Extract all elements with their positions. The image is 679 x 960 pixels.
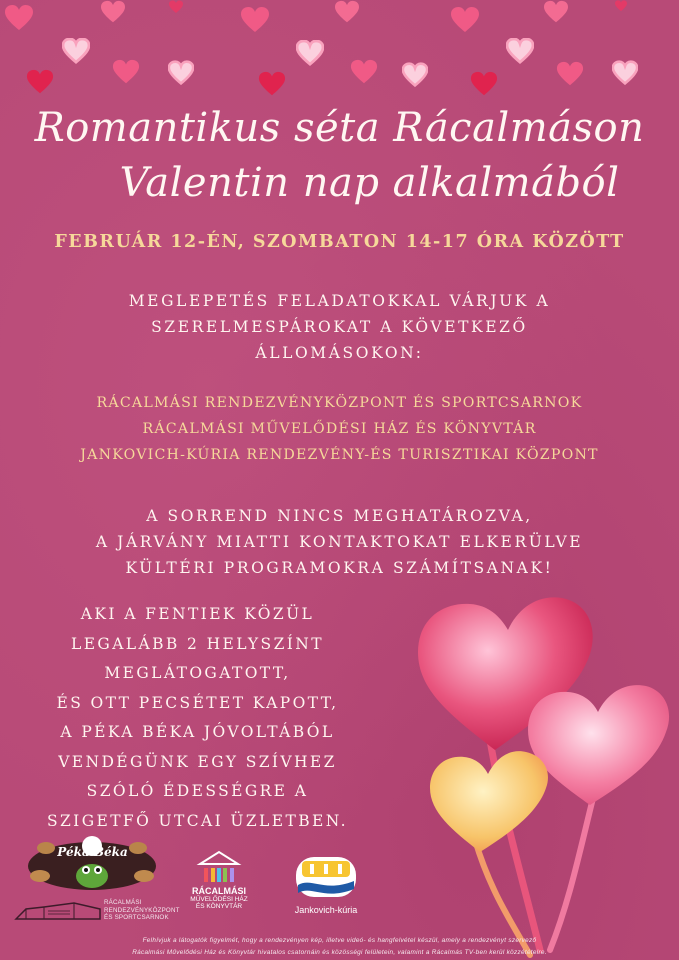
intro-line-3: ÁLLOMÁSOKON: [255,344,424,362]
heart-icon [332,0,362,24]
reward-line: LEGALÁBB 2 HELYSZÍNT [71,634,324,653]
peka-beka-logo-text: Péka Béka [57,845,128,859]
footer-line-2: Rácalmási Művelődési Ház és Könyvtár hivatalos csatornáin és közösségi felületein, valamint a Rácalmás TV-ben kerül közzétételre. [132,949,547,956]
logo-text-line: RÁCALMÁSI [104,899,142,906]
heart-balloon-pink [528,685,669,805]
reward-line: A PÉKA BÉKA JÓVOLTÁBÓL [60,723,335,741]
reward-line: VENDÉGÜNK EGY SZÍVHEZ [58,752,337,771]
heart-balloon-yellow [430,751,548,852]
order-note-line-1: A SORREND NINCS MEGHATÁROZVA, [146,507,533,525]
heart-balloons-illustration [400,590,679,960]
heart-icon [26,68,54,96]
heart-icon [62,38,90,64]
venue-item: JANKOVICH-KÚRIA RENDEZVÉNY-ÉS TURISZTIKAI KÖZPONT [80,447,599,463]
venue-list [0,390,679,468]
heart-icon [612,60,638,86]
jankovich-kuria-icon [294,855,358,899]
heart-icon [240,6,270,34]
order-note-line-3: KÜLTÉRI PROGRAMOKRA SZÁMÍTSANAK! [125,559,554,577]
logo-text-line: ÉS SPORTCSARNOK [104,914,169,921]
heart-icon [506,38,534,64]
logo-text-big: RÁCALMÁSI [192,886,246,896]
heart-icon [350,58,378,86]
muvelodesi-haz-logo-text [190,886,248,910]
heart-icon [166,0,186,14]
heart-icon [612,0,630,12]
reward-text [10,600,385,836]
reward-line: ÉS OTT PECSÉTET KAPOTT, [56,693,339,712]
intro-line-1: MEGLEPETÉS FELADATOKKAL VÁRJUK A [128,292,551,310]
order-note [0,503,679,581]
peka-beka-logo [26,832,158,896]
heart-icon [402,62,428,88]
venue-item: RÁCALMÁSI RENDEZVÉNYKÖZPONT ÉS SPORTCSARNOK [96,395,583,411]
heart-icon [540,0,572,24]
culture-house-icon [196,850,242,886]
heart-icon [4,4,34,32]
reward-line: SZIGETFŐ UTCAI ÜZLETBEN. [46,811,349,830]
intro-line-2: SZERELMESPÁROKAT A KÖVETKEZŐ [151,318,528,336]
intro-text [0,288,679,366]
event-date: FEBRUÁR 12-ÉN, SZOMBATON 14-17 ÓRA KÖZÖTT [54,232,625,252]
title-line-2: Valentin nap alkalmából [119,160,620,206]
footer-line-1: Felhívjuk a látogatók figyelmét, hogy a rendezvényen kép, illetve videó- és hangfelvétel készül, amely a rendezvényt szervező [142,937,537,944]
heart-icon [450,6,480,34]
logo-text-line: RENDEZVÉNYKÖZPONT [104,906,180,914]
footer-disclaimer [0,935,679,959]
reward-line: MEGLÁTOGATOTT, [104,664,291,682]
venue-item: RÁCALMÁSI MŰVELŐDÉSI HÁZ ÉS KÖNYVTÁR [142,421,537,437]
logo-text-line: MŰVELŐDÉSI HÁZ [190,896,248,903]
order-note-line-2: A JÁRVÁNY MIATTI KONTAKTOKAT ELKERÜLVE [95,533,584,551]
reward-line: AKI A FENTIEK KÖZÜL [80,605,315,623]
heart-icon [258,70,286,98]
heart-icon [556,60,584,88]
heart-icon [168,60,194,86]
jankovich-kuria-logo-text: Jankovich-kúria [294,905,358,915]
heart-icon [112,58,140,86]
logo-text-line: ÉS KÖNYVTÁR [195,903,243,910]
heart-icon [296,40,324,66]
heart-icon [470,70,498,98]
heart-icon [98,0,128,24]
title-line-1: Romantikus séta Rácalmáson [34,105,645,151]
reward-line: SZÓLÓ ÉDESSÉGRE A [86,782,309,800]
sports-hall-icon [14,897,102,921]
